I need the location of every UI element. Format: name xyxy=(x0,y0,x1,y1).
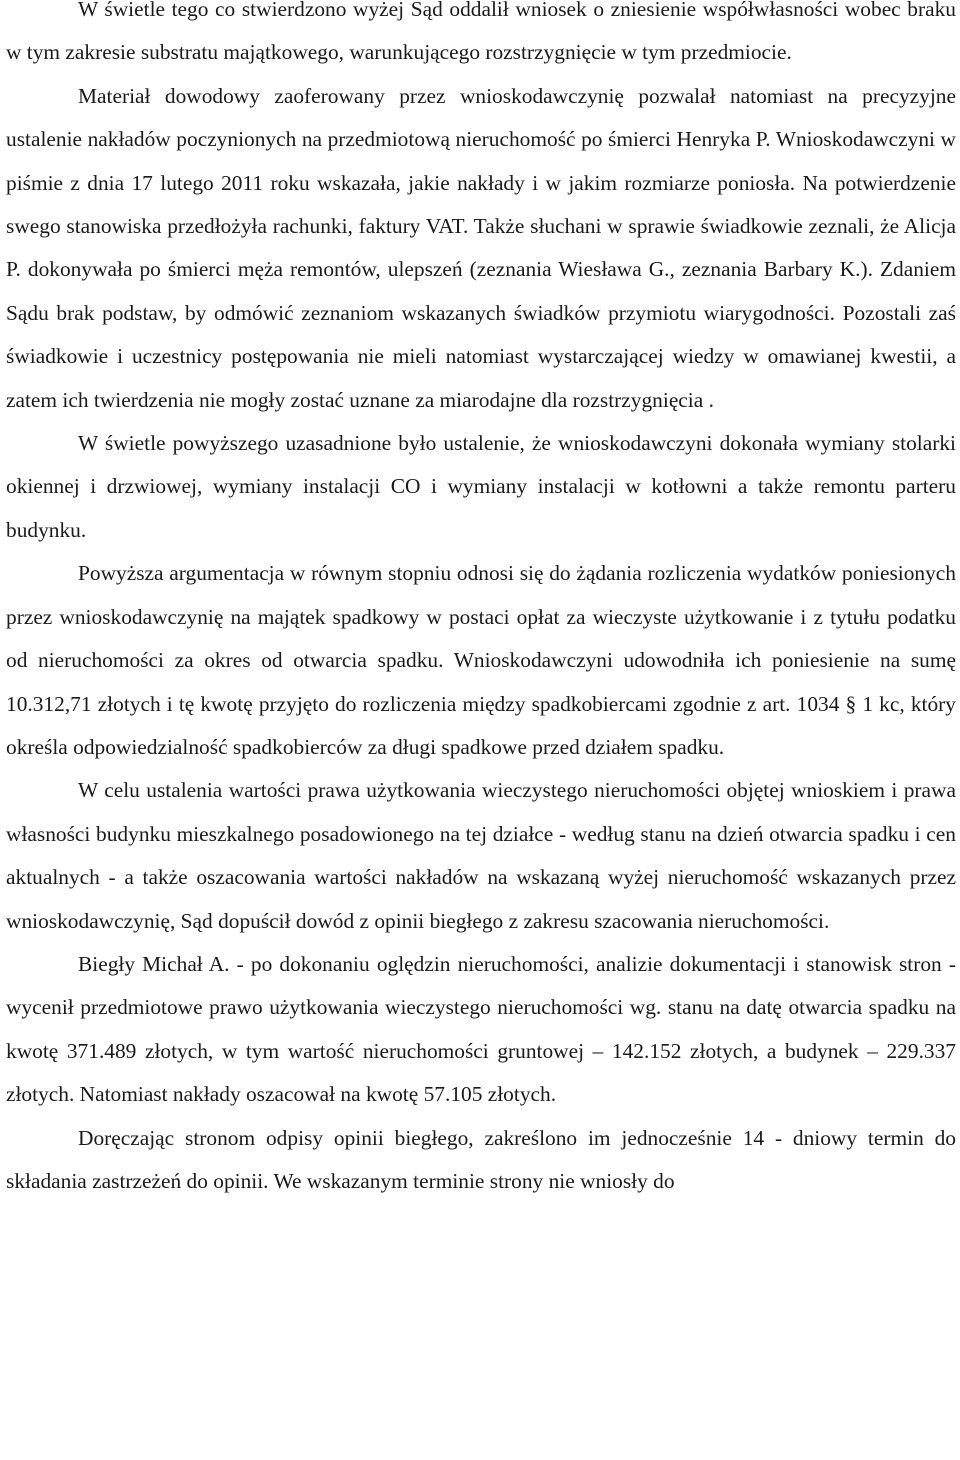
document-page xyxy=(6,0,956,1203)
paragraph-findings: W świetle powyższego uzasadnione było ustalenie, że wnioskodawczyni dokonała wymiany stolarki okiennej i drzwiowej, wymiany instalacji CO i wymiany instalacji w kotłowni a także remontu parteru budynku. xyxy=(6,431,956,542)
paragraph-valuation-order: W celu ustalenia wartości prawa użytkowania wieczystego nieruchomości objętej wnioskiem i prawa własności budynku mieszkalnego posadowionego na tej działce - według stanu na dzień otwarcia spadku i cen aktualnych - a także oszacowania wartości nakładów na wskazaną wyżej nieruchomość wskazanych przez wnioskodawczynię, Sąd dopuścił dowód z opinii biegłego z zakresu szacowania nieruchomości. xyxy=(6,778,956,933)
paragraph-evidence: Materiał dowodowy zaoferowany przez wnioskodawczynię pozwalał natomiast na precyzyjne ustalenie nakładów poczynionych na przedmiotową nieruchomość po śmierci Henryka P. Wnioskodawczyni w piśmie z dnia 17 lutego 2011 roku wskazała, jakie nakłady i w jakim rozmiarze poniosła. Na potwierdzenie swego stanowiska przedłożyła rachunki, faktury VAT. Także słuchani w sprawie świadkowie zeznali, że Alicja P. dokonywała po śmierci męża remontów, ulepszeń (zeznania Wiesława G., zeznania Barbary K.). Zdaniem Sądu brak podstaw, by odmówić zeznaniom wskazanych świadków przymiotu wiarygodności. Pozostali zaś świadkowie i uczestnicy postępowania nie mieli natomiast wystarczającej wiedzy w omawianej kwestii, a zatem ich twierdzenia nie mogły zostać uznane za miarodajne dla rozstrzygnięcia . xyxy=(6,83,956,412)
paragraph-expenses: Powyższa argumentacja w równym stopniu odnosi się do żądania rozliczenia wydatków poniesionych przez wnioskodawczynię na majątek spadkowy w postaci opłat za wieczyste użytkowanie i z tytułu podatku od nieruchomości za okres od otwarcia spadku. Wnioskodawczyni udowodniła ich poniesienie na sumę 10.312,71 złotych i tę kwotę przyjęto do rozliczenia między spadkobiercami zgodnie z art. 1034 § 1 kc, który określa odpowiedzialność spadkobierców za długi spadkowe przed działem spadku. xyxy=(6,561,956,759)
paragraph-expert-opinion: Biegły Michał A. - po dokonaniu oględzin nieruchomości, analizie dokumentacji i stanowisk stron - wycenił przedmiotowe prawo użytkowania wieczystego nieruchomości wg. stanu na datę otwarcia spadku na kwotę 371.489 złotych, w tym wartość nieruchomości gruntowej – 142.152 złotych, a budynek – 229.337 złotych. Natomiast nakłady oszacował na kwotę 57.105 złotych. xyxy=(6,951,956,1107)
paragraph-objections: Doręczając stronom odpisy opinii biegłego, zakreślono im jednocześnie 14 - dniowy termin do składania zastrzeżeń do opinii. We wskazanym terminie strony nie wniosły do xyxy=(6,1125,956,1193)
paragraph-dismissal: W świetle tego co stwierdzono wyżej Sąd oddalił wniosek o zniesienie współwłasności wobec braku w tym zakresie substratu majątkowego, warunkującego rozstrzygnięcie w tym przedmiocie. xyxy=(6,0,956,65)
